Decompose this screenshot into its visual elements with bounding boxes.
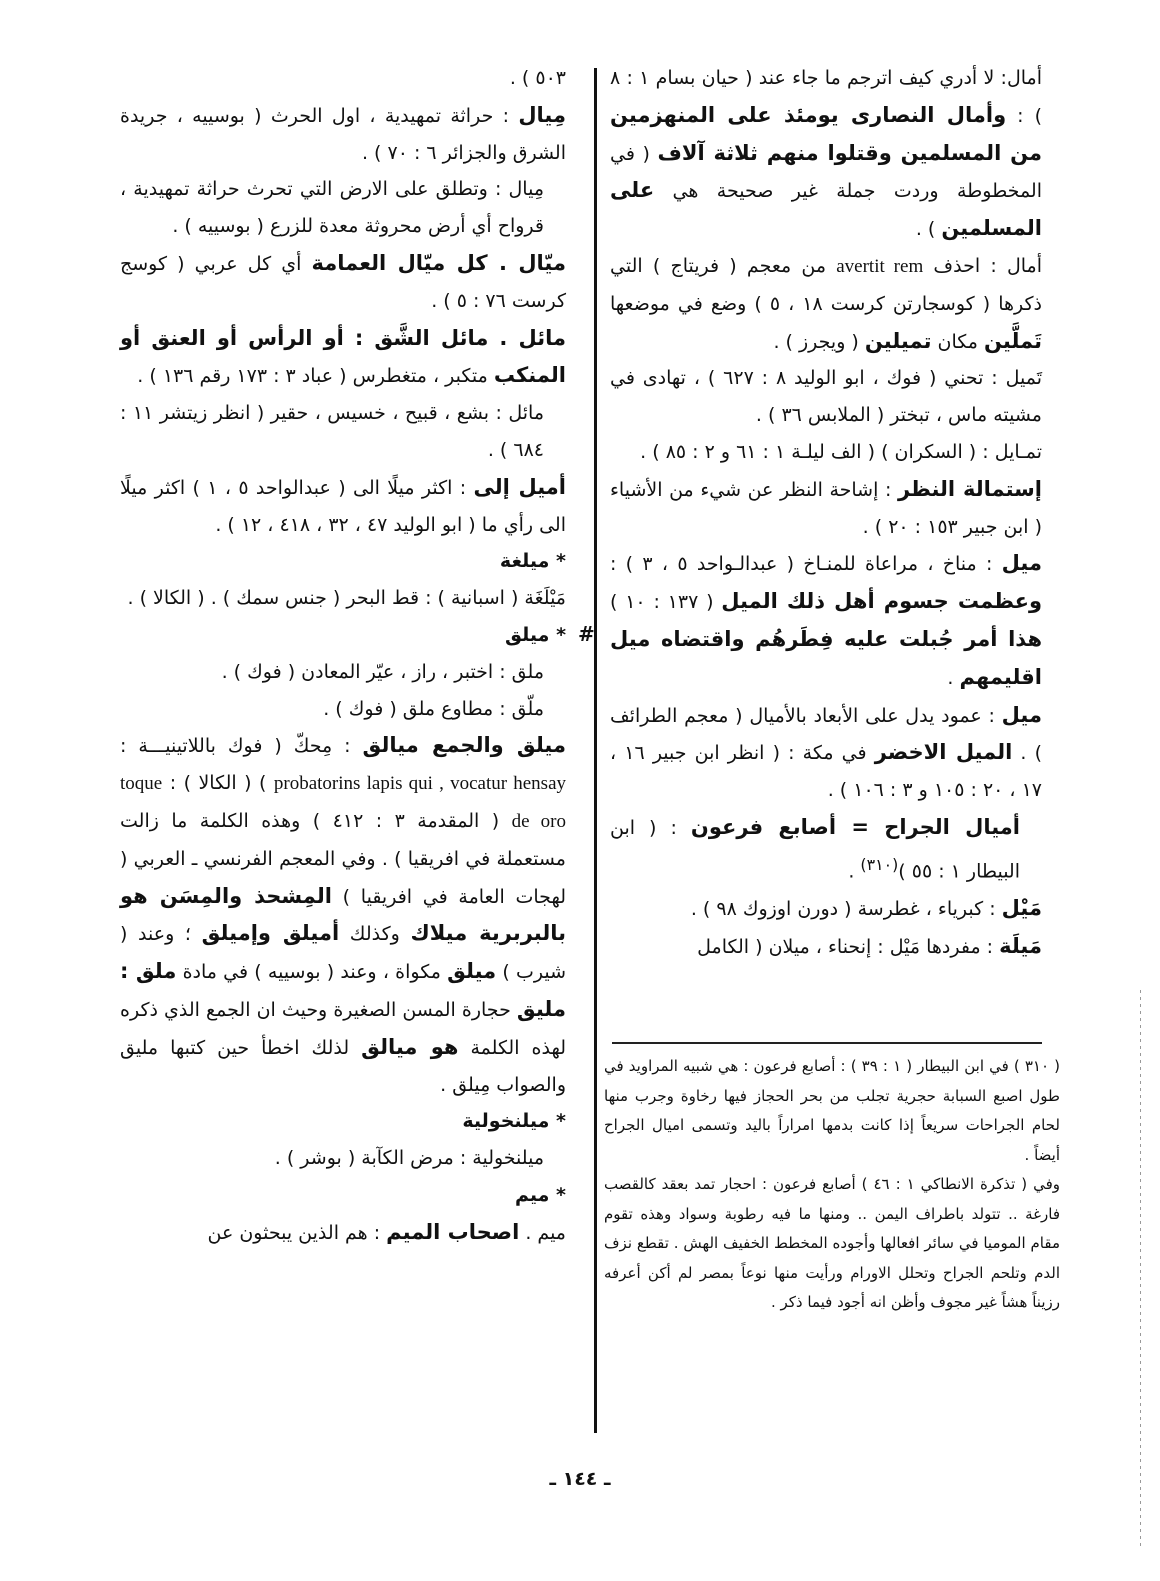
section-root-mim: * ميم	[515, 1183, 566, 1206]
footnote-ref: (٣١٠)	[860, 854, 899, 874]
entry-text: : تحني ( فوك ، ابو الوليد ٨ : ٦٢٧ ) ، تهادى في مشيته ماس ، تبختر ( الملابس ٣٦ ) .	[610, 367, 1042, 427]
headword: أمال	[1006, 254, 1042, 277]
entry-text: متكبر ، متغطرس ( عباد ٣ : ١٧٣ رقم ١٣٦ ) .	[137, 365, 494, 388]
headword: ميّال	[518, 250, 567, 275]
entry-amal-1	[610, 60, 1042, 248]
bold-quote: هذا أمر جُبلت عليه فِطَرهُم واقتضاه ميل اقليمهم	[610, 626, 1042, 689]
bold-quote: وعظمت جسوم أهل ذلك الميل	[721, 589, 1043, 614]
entry-text: أي كل عربي ( كوسج كرست ٧٦ : ٥ ) .	[120, 252, 566, 312]
entry-mim	[120, 1214, 566, 1252]
entry-mail-1	[120, 320, 566, 396]
entry-text: ) ( الكالا ) :	[162, 772, 274, 795]
entry-text: : حراثة تمهيدية ، اول الحرث ( بوسييه ، جريدة الشرق والجزائر ٦ : ٧٠ ) .	[120, 104, 566, 164]
entry-amyal-jarrah	[610, 809, 1042, 890]
entry-text: ( المقدمة ٣ : ٤١٢ ) وهذه الكلمة ما زالت مستعملة في افريقيا ) . وفي المعجم الفرنسي ـ العربي ( لهجات العامة في افريقيا )	[120, 809, 566, 908]
entry-text: ( ١٣٧ : ١٠ )	[610, 591, 722, 614]
entry-text: : كبرياء ، غطرسة ( دورن اوزوك ٩٨ ) .	[690, 897, 1002, 920]
bold-term: أميلق وإميلق	[201, 921, 340, 946]
latin-term: toque de oro	[120, 773, 566, 832]
entry-mail-2	[120, 395, 566, 469]
entry-text: مَيْلَغَة ( اسبانية ) : قط البحر ( جنس سمك ) . ( الكالا ) .	[127, 587, 566, 610]
entry-text: في مكة : ( انظر ابن جبير ١٦ ، ١٧ ، ٢٠ : ١٠٥ و ٣ : ١٠٦ ) .	[610, 742, 1042, 802]
headword: مَيلَة	[999, 933, 1042, 958]
entry-text: : مفردها مَيْل : إنحناء ، ميلان ( الكامل	[697, 935, 1000, 958]
bold-term: . مائل الشَّق : أو الرأس أو العنق أو المنكب	[120, 325, 566, 388]
latin-term: probatorins lapis qui , vocatur hensay	[273, 773, 566, 795]
entry-amal-2	[610, 248, 1042, 360]
entry-malankhulia: ميلنخولية : مرض الكآبة ( بوشر ) .	[274, 1147, 544, 1170]
entry-mayla	[610, 928, 1042, 966]
bold-term: اصحاب الميم	[386, 1219, 520, 1244]
page-number: ـ ١٤٤ ـ	[549, 1468, 611, 1490]
entry-text: مائل : بشع ، قبيح ، خسيس ، حقير ( انظر زيتشر ١١ : ٦٨٤ ) .	[120, 402, 544, 461]
headword: ميل	[1001, 551, 1042, 576]
continuation-line: ٥٠٣ ) .	[509, 67, 566, 89]
entry-miyal-2	[120, 171, 566, 245]
entry-text: لذلك اخطأ حين كتبها مليق والصواب مِيلق .	[120, 1036, 566, 1096]
bold-term: هو ميالق	[361, 1034, 459, 1059]
entry-text: ؛ وعند ( شيرب )	[120, 923, 566, 984]
headword: تَميل	[1005, 367, 1042, 390]
column-divider	[594, 68, 597, 1433]
entry-malaq-2: ملّق : مطاوع ملق ( فوك ) .	[323, 697, 544, 720]
headword: مِيال	[518, 102, 566, 127]
entry-mayyal	[120, 245, 566, 320]
entry-mil	[610, 697, 1042, 809]
entry-text: : ( السكران ) ( الف ليلـة ١ : ٦١ و ٢ : ٨٥ ) .	[640, 440, 995, 463]
bold-term: الميل الاخضر	[874, 740, 1013, 765]
headword: أمال	[1006, 67, 1042, 89]
entry-text: ( ويجرز ) .	[773, 330, 865, 353]
bold-term: تميلين	[864, 328, 932, 353]
headword: ميل	[1001, 702, 1042, 727]
headword: تمـايل	[994, 440, 1042, 463]
headword: أميال الجراح = أصابع فرعون	[690, 814, 1020, 839]
right-column	[610, 60, 1042, 965]
entry-istimala	[610, 471, 1042, 546]
headword: إستمالة النظر	[897, 476, 1042, 501]
entry-mayl-1	[610, 545, 1042, 696]
entry-text: حجارة المسن الصغيرة وحيث ان الجمع الذي ذكره لهذه الكلمة	[120, 998, 567, 1059]
entry-text: ) .	[915, 218, 942, 241]
margin-mark: #	[578, 622, 595, 646]
entry-text: : مناخ ، مراعاة للمنـاخ ( عبدالـواحد ٥ ، ٣ ) :	[610, 553, 1002, 576]
entry-text: : هم الذين يبحثون عن	[207, 1221, 387, 1244]
left-column	[120, 60, 566, 1252]
latin-term: avertit rem	[836, 255, 924, 277]
bold-quote: وأمال النصارى يومئذ على المنهزمين من المسلمين وقتلوا منهم ثلاثة آلاف	[610, 102, 1042, 165]
entry-malaq-1: ملق : اختبر ، راز ، عيّر المعادن ( فوك ) .	[221, 660, 544, 683]
entry-text: : احذف	[923, 254, 1007, 277]
entry-text: ( في المخطوطة وردت جملة غير صحيحة هي	[610, 142, 1042, 203]
entry-mayl-2	[610, 890, 1042, 928]
entry-tamayal	[610, 434, 1042, 471]
entry-text: مكواة ، وعند ( بوسييه ) في مادة	[176, 961, 448, 984]
entry-text: : مِحكّ ( فوك باللاتينيـــة :	[120, 735, 363, 758]
entry-amyal-ila	[120, 469, 566, 544]
bold-term: . كل ميّال العمامة	[311, 250, 519, 275]
entry-text: مِيال : وتطلق على الارض التي تحرث حراثة تمهيدية ، قرواح أي أرض محروثة معدة للزرع ( بوسييه ) .	[120, 178, 544, 238]
entry-tamayyal	[610, 360, 1042, 434]
footnote-rule	[612, 1042, 1042, 1044]
entry-text: ميم .	[519, 1221, 566, 1244]
bold-term: المِشحذ والمِسَن هو بالبربرية ميلاك	[120, 883, 566, 946]
section-root-mailaq: * ميلق	[505, 623, 566, 646]
entry-miyal-1	[120, 97, 566, 172]
entry-text: .	[848, 860, 861, 883]
bold-term: تَملَّين	[983, 328, 1042, 353]
entry-text: : ( ابن البيطار ١ : ٥٥ )	[610, 816, 1020, 883]
scan-edge-line	[1140, 990, 1141, 1550]
headword: مائل	[518, 325, 566, 350]
entry-text: مكان	[931, 330, 984, 353]
section-root-mailagha: * ميلغة	[499, 550, 566, 573]
entry-text: : لا أدري كيف اترجم ما جاء عند ( حيان بسام ١ : ٨ ) :	[610, 67, 1042, 127]
entry-mailaq	[120, 727, 566, 1103]
entry-text: .	[947, 666, 960, 689]
headword: مَيْل	[1001, 895, 1042, 920]
entry-text: : عمود يدل على الأبعاد بالأميال ( معجم الطرائف ) .	[610, 704, 1043, 765]
headword: ميلق والجمع ميالق	[362, 733, 567, 758]
entry-text: : اكثر ميلًا الى ( عبدالواحد ٥ ، ١ ) اكثر ميلًا الى رأي ما ( ابو الوليد ٤٧ ، ٣٢ ، ٤١٨ ، ١٢ ) .	[120, 476, 566, 536]
footnotes	[604, 1052, 1060, 1318]
headword: أميل إلى	[473, 474, 566, 499]
section-root-malankhulia: * ميلنخولية	[462, 1110, 566, 1133]
footnote-310: ( ٣١٠ ) في ابن البيطار ( ١ : ٣٩ ) : أصابع فرعون : هي شبيه المراويد في طول اصبع السبابة حجرية تجلب من بحر الحجاز فيها رخاوة وجرب منها لحام الجراحات سريعاً إذا كانت بدمها امراراً باليد وتسمى اميال الجراح أيضاً .	[604, 1057, 1061, 1164]
entry-text: : إشاحة النظر عن شيء من الأشياء ( ابن جبير ١٥٣ : ٢٠ ) .	[610, 478, 1042, 538]
footnote-310-continued: وفي ( تذكرة الانطاكي ١ : ٤٦ ) أصابع فرعون : احجار تمد بعقد كالقصب فارغة .. تتولد باطراف اليمن .. ومنها ما فيه رطوبة وسواد وهذه تقوم مقام الموميا في سائر افعالها وأجوده المخطط الخفيف الهش . تقطع نزف الدم وتلحم الجراح وتحلل الاورام ورأيت منها نوعاً بمصر لم أكن أعرفه رزيناً هشاً غير مجوف وأظن انه أجود فيما ذكر .	[604, 1175, 1060, 1311]
entry-mailagha	[120, 580, 566, 617]
bold-term: ملق : مليق	[120, 959, 566, 1021]
bold-term: ميلق	[447, 959, 497, 984]
entry-text: من معجم ( فريتاج ) التي ذكرها ( كوسجارتن كرست ١٨ ، ٥ ) وضع في موضعها	[610, 254, 1042, 315]
bold-quote: على المسلمين	[610, 178, 1042, 241]
entry-text: وكذلك	[339, 923, 411, 946]
